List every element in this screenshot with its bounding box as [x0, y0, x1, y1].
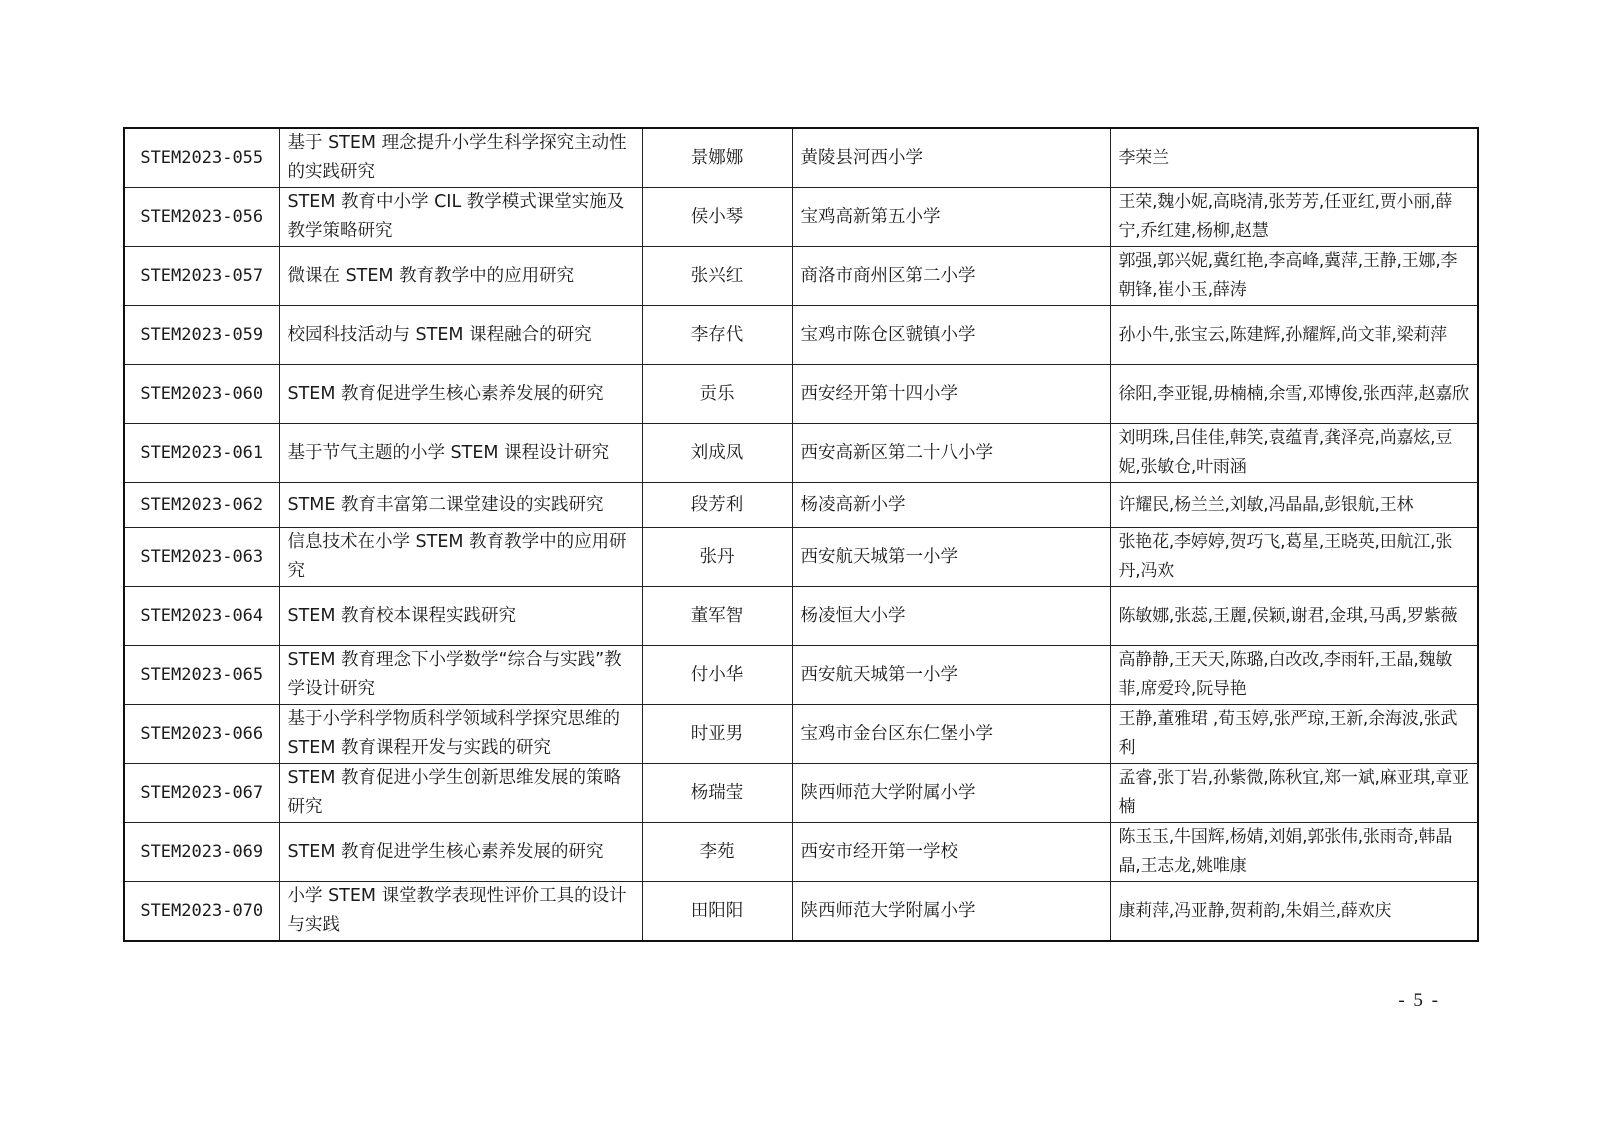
project-leader: 李存代: [642, 306, 792, 365]
project-title: 基于节气主题的小学 STEM 课程设计研究: [279, 424, 642, 483]
project-unit: 陕西师范大学附属小学: [792, 882, 1110, 942]
table-row: [124, 188, 1478, 247]
project-unit: 宝鸡高新第五小学: [792, 188, 1110, 247]
project-title: STEM 教育促进学生核心素养发展的研究: [279, 365, 642, 424]
table-row: [124, 823, 1478, 882]
project-id: STEM2023-059: [124, 306, 279, 365]
project-members: 张艳花,李婷婷,贺巧飞,葛星,王晓英,田航江,张丹,冯欢: [1110, 528, 1478, 587]
table-row: [124, 424, 1478, 483]
project-id: STEM2023-063: [124, 528, 279, 587]
project-leader: 张丹: [642, 528, 792, 587]
project-id: STEM2023-060: [124, 365, 279, 424]
project-leader: 景娜娜: [642, 128, 792, 188]
project-members: 高静静,王天天,陈璐,白改改,李雨轩,王晶,魏敏菲,席爱玲,阮导艳: [1110, 646, 1478, 705]
project-members: 徐阳,李亚锟,毋楠楠,余雪,邓博俊,张西萍,赵嘉欣: [1110, 365, 1478, 424]
project-title: 基于 STEM 理念提升小学生科学探究主动性的实践研究: [279, 128, 642, 188]
project-unit: 黄陵县河西小学: [792, 128, 1110, 188]
project-title: STME 教育丰富第二课堂建设的实践研究: [279, 483, 642, 528]
table-row: [124, 483, 1478, 528]
project-unit: 宝鸡市金台区东仁堡小学: [792, 705, 1110, 764]
table-row: [124, 528, 1478, 587]
project-leader: 时亚男: [642, 705, 792, 764]
project-members: 王荣,魏小妮,高晓清,张芳芳,任亚红,贾小丽,薛宁,乔红建,杨柳,赵慧: [1110, 188, 1478, 247]
table-row: [124, 128, 1478, 188]
table-row: [124, 882, 1478, 942]
page-number: - 5 -: [1398, 990, 1440, 1011]
project-leader: 段芳利: [642, 483, 792, 528]
table-row: [124, 306, 1478, 365]
project-members: 孟睿,张丁岩,孙紫微,陈秋宜,郑一斌,麻亚琪,章亚楠: [1110, 764, 1478, 823]
project-id: STEM2023-062: [124, 483, 279, 528]
table-row: [124, 764, 1478, 823]
project-leader: 杨瑞莹: [642, 764, 792, 823]
project-id: STEM2023-061: [124, 424, 279, 483]
project-members: 李荣兰: [1110, 128, 1478, 188]
project-leader: 贡乐: [642, 365, 792, 424]
project-id: STEM2023-067: [124, 764, 279, 823]
project-leader: 刘成凤: [642, 424, 792, 483]
project-id: STEM2023-065: [124, 646, 279, 705]
project-leader: 张兴红: [642, 247, 792, 306]
project-leader: 侯小琴: [642, 188, 792, 247]
project-unit: 杨凌高新小学: [792, 483, 1110, 528]
project-leader: 田阳阳: [642, 882, 792, 942]
table-row: [124, 587, 1478, 646]
project-id: STEM2023-055: [124, 128, 279, 188]
project-title: STEM 教育促进小学生创新思维发展的策略研究: [279, 764, 642, 823]
project-id: STEM2023-069: [124, 823, 279, 882]
project-unit: 宝鸡市陈仓区虢镇小学: [792, 306, 1110, 365]
project-list-table: [123, 127, 1479, 942]
project-title: 校园科技活动与 STEM 课程融合的研究: [279, 306, 642, 365]
project-unit: 西安航天城第一小学: [792, 646, 1110, 705]
table-row: [124, 365, 1478, 424]
table-row: [124, 646, 1478, 705]
project-unit: 西安经开第十四小学: [792, 365, 1110, 424]
project-id: STEM2023-057: [124, 247, 279, 306]
project-unit: 西安航天城第一小学: [792, 528, 1110, 587]
project-leader: 李苑: [642, 823, 792, 882]
project-id: STEM2023-070: [124, 882, 279, 942]
project-members: 陈玉玉,牛国辉,杨婧,刘娟,郭张伟,张雨奇,韩晶晶,王志龙,姚唯康: [1110, 823, 1478, 882]
project-title: 微课在 STEM 教育教学中的应用研究: [279, 247, 642, 306]
project-members: 刘明珠,吕佳佳,韩笑,袁蕴青,龚泽亮,尚嘉炫,豆妮,张敏仓,叶雨涵: [1110, 424, 1478, 483]
project-members: 王静,董雅珺 ,荀玉婷,张严琼,王新,余海波,张武利: [1110, 705, 1478, 764]
project-unit: 西安市经开第一学校: [792, 823, 1110, 882]
project-title: STEM 教育促进学生核心素养发展的研究: [279, 823, 642, 882]
project-title: STEM 教育理念下小学数学“综合与实践”教学设计研究: [279, 646, 642, 705]
project-members: 康莉萍,冯亚静,贺莉韵,朱娟兰,薛欢庆: [1110, 882, 1478, 942]
project-leader: 董军智: [642, 587, 792, 646]
project-members: 孙小牛,张宝云,陈建辉,孙耀辉,尚文菲,梁莉萍: [1110, 306, 1478, 365]
project-title: 小学 STEM 课堂教学表现性评价工具的设计与实践: [279, 882, 642, 942]
project-members: 许耀民,杨兰兰,刘敏,冯晶晶,彭银航,王林: [1110, 483, 1478, 528]
project-members: 陈敏娜,张蕊,王麗,侯颖,谢君,金琪,马禹,罗紫薇: [1110, 587, 1478, 646]
project-leader: 付小华: [642, 646, 792, 705]
project-title: 信息技术在小学 STEM 教育教学中的应用研究: [279, 528, 642, 587]
project-unit: 西安高新区第二十八小学: [792, 424, 1110, 483]
project-members: 郭强,郭兴妮,冀红艳,李高峰,冀萍,王静,王娜,李朝锋,崔小玉,薛涛: [1110, 247, 1478, 306]
project-title: STEM 教育中小学 CIL 教学模式课堂实施及教学策略研究: [279, 188, 642, 247]
project-unit: 陕西师范大学附属小学: [792, 764, 1110, 823]
table-row: [124, 705, 1478, 764]
project-id: STEM2023-066: [124, 705, 279, 764]
project-unit: 商洛市商州区第二小学: [792, 247, 1110, 306]
table-row: [124, 247, 1478, 306]
project-title: STEM 教育校本课程实践研究: [279, 587, 642, 646]
project-unit: 杨凌恒大小学: [792, 587, 1110, 646]
project-title: 基于小学科学物质科学领域科学探究思维的 STEM 教育课程开发与实践的研究: [279, 705, 642, 764]
project-id: STEM2023-056: [124, 188, 279, 247]
project-id: STEM2023-064: [124, 587, 279, 646]
